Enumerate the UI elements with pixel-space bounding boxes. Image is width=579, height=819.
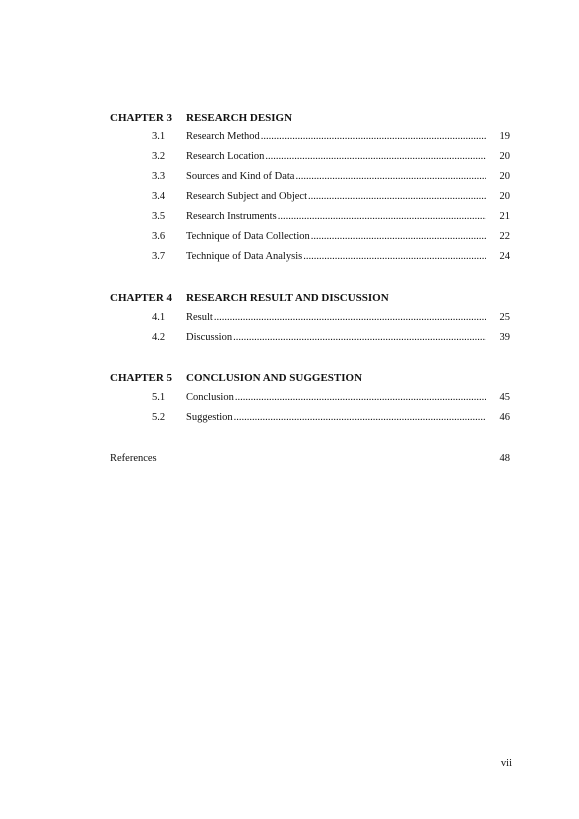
page-number: 22 <box>499 231 510 242</box>
toc-entry-5-1[interactable] <box>110 391 510 405</box>
section-number: 3.2 <box>152 151 166 162</box>
chapter-number: CHAPTER 3 <box>110 112 173 124</box>
section-number: 4.1 <box>152 312 166 323</box>
section-number: 3.7 <box>152 251 166 262</box>
toc-entry-3-7[interactable] <box>110 250 510 264</box>
chapter-title: CONCLUSION AND SUGGESTION <box>186 372 363 384</box>
section-number: 3.5 <box>152 211 166 222</box>
section-number: 3.6 <box>152 231 166 242</box>
toc-entry-4-1[interactable] <box>110 311 510 325</box>
dot-leader <box>265 151 486 162</box>
toc-entry-3-2[interactable] <box>110 150 510 164</box>
dot-leader <box>311 231 486 242</box>
toc-entry-5-2[interactable] <box>110 411 510 425</box>
page-number: 21 <box>499 211 510 222</box>
section-title: Suggestion <box>186 412 233 423</box>
page-number: 45 <box>499 392 510 403</box>
section-number: 3.1 <box>152 131 166 142</box>
page-number: 25 <box>499 312 510 323</box>
chapter-number: CHAPTER 4 <box>110 292 173 304</box>
section-title: Conclusion <box>186 392 234 403</box>
dot-leader <box>234 412 486 423</box>
section-title: Sources and Kind of Data <box>186 171 295 182</box>
references-title: References <box>110 453 157 464</box>
chapter-title: RESEARCH DESIGN <box>186 112 293 124</box>
dot-leader <box>308 191 486 202</box>
dot-leader <box>233 332 486 343</box>
page-number: 20 <box>499 151 510 162</box>
section-title: Research Location <box>186 151 265 162</box>
page-number: 39 <box>499 332 510 343</box>
section-number: 5.1 <box>152 392 166 403</box>
dot-leader <box>214 312 486 323</box>
page-number: 24 <box>499 251 510 262</box>
dot-leader <box>261 131 486 142</box>
section-number: 3.3 <box>152 171 166 182</box>
page-number: 48 <box>499 453 510 464</box>
section-title: Research Subject and Object <box>186 191 307 202</box>
chapter-title: RESEARCH RESULT AND DISCUSSION <box>186 292 389 304</box>
toc-entry-3-4[interactable] <box>110 190 510 204</box>
page-number: 20 <box>499 191 510 202</box>
toc-entry-3-5[interactable] <box>110 210 510 224</box>
dot-leader <box>303 251 486 262</box>
toc-entry-3-1[interactable] <box>110 130 510 144</box>
section-title: Research Instruments <box>186 211 277 222</box>
section-title: Technique of Data Analysis <box>186 251 303 262</box>
section-title: Discussion <box>186 332 233 343</box>
dot-leader <box>295 171 486 182</box>
chapter-number: CHAPTER 5 <box>110 372 173 384</box>
toc-entry-references[interactable] <box>110 452 510 466</box>
section-title: Result <box>186 312 213 323</box>
section-number: 5.2 <box>152 412 166 423</box>
dot-leader <box>235 392 486 403</box>
section-title: Technique of Data Collection <box>186 231 310 242</box>
footer-page-number: vii <box>500 758 512 769</box>
toc-entry-4-2[interactable] <box>110 331 510 345</box>
toc-entry-3-6[interactable] <box>110 230 510 244</box>
page-number: 46 <box>499 412 510 423</box>
section-number: 4.2 <box>152 332 166 343</box>
toc-entry-3-3[interactable] <box>110 170 510 184</box>
page-number: 19 <box>499 131 510 142</box>
section-number: 3.4 <box>152 191 166 202</box>
section-title: Research Method <box>186 131 260 142</box>
dot-leader <box>278 211 486 222</box>
page-number: 20 <box>499 171 510 182</box>
